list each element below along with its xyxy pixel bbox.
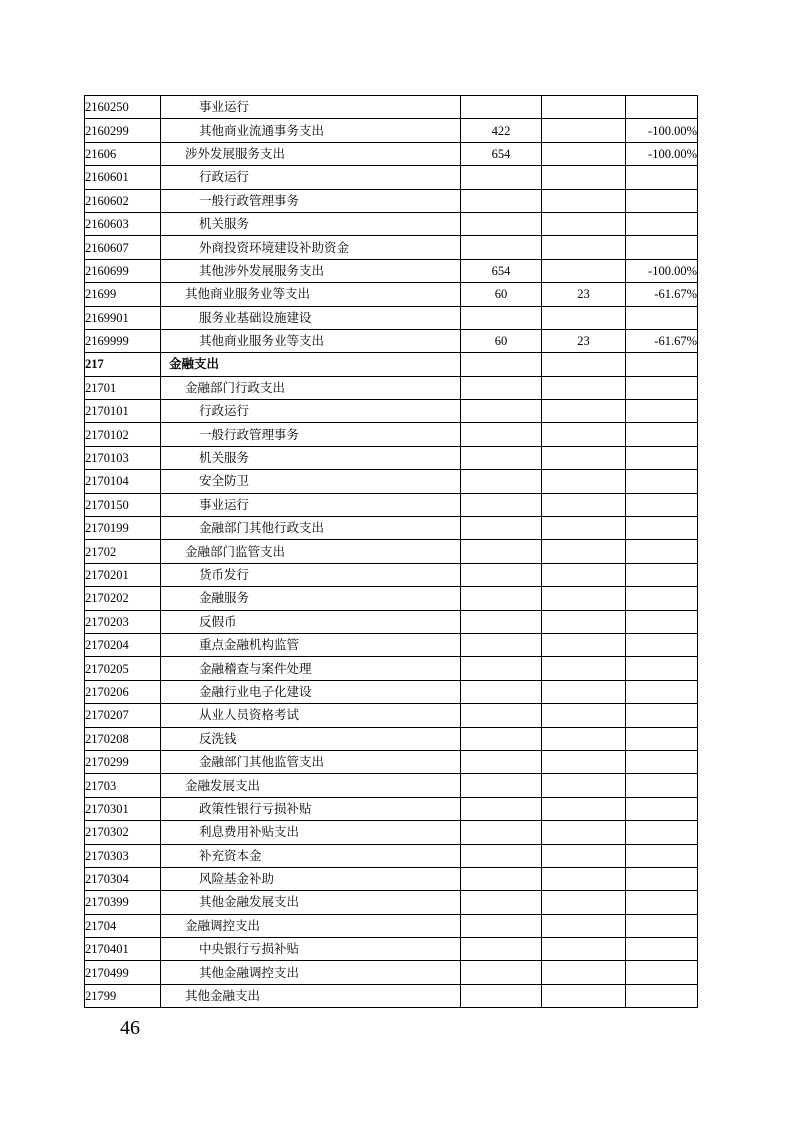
value-cell-1 — [461, 189, 542, 212]
code-cell: 2160299 — [85, 119, 161, 142]
value-cell-2 — [542, 844, 626, 867]
change-percent-cell: -100.00% — [626, 142, 698, 165]
table-row — [85, 493, 698, 516]
change-percent-cell — [626, 680, 698, 703]
budget-expenditure-table — [84, 95, 698, 1008]
table-row — [85, 680, 698, 703]
code-cell: 21703 — [85, 774, 161, 797]
item-name-cell: 机关服务 — [161, 446, 461, 469]
item-name-cell: 金融支出 — [161, 353, 461, 376]
value-cell-2 — [542, 891, 626, 914]
item-name-cell: 中央银行亏损补贴 — [161, 938, 461, 961]
code-cell: 2170208 — [85, 727, 161, 750]
change-percent-cell — [626, 470, 698, 493]
code-cell: 2170201 — [85, 563, 161, 586]
value-cell-1 — [461, 867, 542, 890]
item-name-cell: 金融部门行政支出 — [161, 376, 461, 399]
item-name-cell: 事业运行 — [161, 96, 461, 119]
change-percent-cell — [626, 657, 698, 680]
value-cell-2 — [542, 750, 626, 773]
value-cell-1 — [461, 984, 542, 1007]
value-cell-1 — [461, 914, 542, 937]
change-percent-cell: -100.00% — [626, 119, 698, 142]
change-percent-cell — [626, 587, 698, 610]
item-name-cell: 利息费用补贴支出 — [161, 821, 461, 844]
value-cell-1 — [461, 517, 542, 540]
code-cell: 2170302 — [85, 821, 161, 844]
change-percent-cell — [626, 423, 698, 446]
item-name-cell: 金融部门其他监管支出 — [161, 750, 461, 773]
code-cell: 2170203 — [85, 610, 161, 633]
value-cell-2 — [542, 446, 626, 469]
table-row — [85, 704, 698, 727]
value-cell-1 — [461, 493, 542, 516]
code-cell: 21704 — [85, 914, 161, 937]
table-row — [85, 259, 698, 282]
table-row — [85, 329, 698, 352]
code-cell: 2170499 — [85, 961, 161, 984]
table-row — [85, 984, 698, 1007]
change-percent-cell — [626, 727, 698, 750]
table-row — [85, 914, 698, 937]
value-cell-2 — [542, 563, 626, 586]
item-name-cell: 金融部门其他行政支出 — [161, 517, 461, 540]
value-cell-1: 654 — [461, 259, 542, 282]
item-name-cell: 政策性银行亏损补贴 — [161, 797, 461, 820]
code-cell: 2170104 — [85, 470, 161, 493]
item-name-cell: 其他金融调控支出 — [161, 961, 461, 984]
item-name-cell: 外商投资环境建设补助资金 — [161, 236, 461, 259]
change-percent-cell — [626, 821, 698, 844]
value-cell-2 — [542, 610, 626, 633]
item-name-cell: 金融稽查与案件处理 — [161, 657, 461, 680]
value-cell-2 — [542, 657, 626, 680]
item-name-cell: 其他商业服务业等支出 — [161, 329, 461, 352]
value-cell-1 — [461, 96, 542, 119]
table-row — [85, 774, 698, 797]
value-cell-1 — [461, 891, 542, 914]
value-cell-2 — [542, 774, 626, 797]
value-cell-2 — [542, 633, 626, 656]
table-row — [85, 119, 698, 142]
change-percent-cell — [626, 891, 698, 914]
code-cell: 2170103 — [85, 446, 161, 469]
value-cell-1 — [461, 470, 542, 493]
change-percent-cell — [626, 493, 698, 516]
value-cell-2 — [542, 517, 626, 540]
value-cell-2 — [542, 212, 626, 235]
table-row — [85, 563, 698, 586]
value-cell-1 — [461, 657, 542, 680]
value-cell-1 — [461, 236, 542, 259]
table-row — [85, 376, 698, 399]
table-row — [85, 517, 698, 540]
value-cell-2 — [542, 938, 626, 961]
table-row — [85, 633, 698, 656]
value-cell-2 — [542, 119, 626, 142]
item-name-cell: 金融调控支出 — [161, 914, 461, 937]
change-percent-cell — [626, 914, 698, 937]
item-name-cell: 其他商业服务业等支出 — [161, 283, 461, 306]
change-percent-cell — [626, 236, 698, 259]
item-name-cell: 安全防卫 — [161, 470, 461, 493]
code-cell: 21702 — [85, 540, 161, 563]
value-cell-1 — [461, 704, 542, 727]
value-cell-1 — [461, 446, 542, 469]
value-cell-2 — [542, 142, 626, 165]
value-cell-2 — [542, 376, 626, 399]
code-cell: 2160601 — [85, 166, 161, 189]
table-row — [85, 821, 698, 844]
value-cell-2 — [542, 984, 626, 1007]
value-cell-2 — [542, 704, 626, 727]
value-cell-2 — [542, 797, 626, 820]
code-cell: 2160250 — [85, 96, 161, 119]
value-cell-1 — [461, 306, 542, 329]
code-cell: 2170204 — [85, 633, 161, 656]
table-row — [85, 283, 698, 306]
value-cell-2 — [542, 306, 626, 329]
item-name-cell: 行政运行 — [161, 400, 461, 423]
value-cell-2 — [542, 867, 626, 890]
code-cell: 2170303 — [85, 844, 161, 867]
table-row — [85, 423, 698, 446]
value-cell-1 — [461, 353, 542, 376]
change-percent-cell — [626, 189, 698, 212]
change-percent-cell — [626, 540, 698, 563]
table-row — [85, 727, 698, 750]
value-cell-2 — [542, 727, 626, 750]
change-percent-cell — [626, 704, 698, 727]
value-cell-2 — [542, 540, 626, 563]
item-name-cell: 金融发展支出 — [161, 774, 461, 797]
change-percent-cell — [626, 96, 698, 119]
change-percent-cell — [626, 633, 698, 656]
change-percent-cell — [626, 984, 698, 1007]
table-row — [85, 236, 698, 259]
value-cell-1 — [461, 821, 542, 844]
table-row — [85, 306, 698, 329]
value-cell-1 — [461, 727, 542, 750]
table-row — [85, 750, 698, 773]
table-row — [85, 961, 698, 984]
code-cell: 2170401 — [85, 938, 161, 961]
item-name-cell: 从业人员资格考试 — [161, 704, 461, 727]
value-cell-1: 60 — [461, 329, 542, 352]
page-number: 46 — [120, 1017, 140, 1039]
code-cell: 2170206 — [85, 680, 161, 703]
value-cell-2 — [542, 423, 626, 446]
item-name-cell: 金融部门监管支出 — [161, 540, 461, 563]
change-percent-cell — [626, 563, 698, 586]
item-name-cell: 一般行政管理事务 — [161, 189, 461, 212]
code-cell: 2170199 — [85, 517, 161, 540]
value-cell-1 — [461, 961, 542, 984]
change-percent-cell — [626, 844, 698, 867]
value-cell-1: 60 — [461, 283, 542, 306]
item-name-cell: 补充资本金 — [161, 844, 461, 867]
item-name-cell: 金融服务 — [161, 587, 461, 610]
table-row — [85, 797, 698, 820]
value-cell-2 — [542, 353, 626, 376]
code-cell: 2169901 — [85, 306, 161, 329]
change-percent-cell — [626, 774, 698, 797]
table-row — [85, 166, 698, 189]
change-percent-cell — [626, 446, 698, 469]
table-row — [85, 142, 698, 165]
item-name-cell: 事业运行 — [161, 493, 461, 516]
value-cell-1 — [461, 563, 542, 586]
code-cell: 2170202 — [85, 587, 161, 610]
table-row — [85, 891, 698, 914]
table-row — [85, 212, 698, 235]
change-percent-cell: -100.00% — [626, 259, 698, 282]
value-cell-1 — [461, 376, 542, 399]
item-name-cell: 机关服务 — [161, 212, 461, 235]
value-cell-2 — [542, 96, 626, 119]
table-row — [85, 353, 698, 376]
code-cell: 2169999 — [85, 329, 161, 352]
table-row — [85, 587, 698, 610]
table-row — [85, 610, 698, 633]
code-cell: 2170304 — [85, 867, 161, 890]
table-row — [85, 189, 698, 212]
item-name-cell: 行政运行 — [161, 166, 461, 189]
item-name-cell: 涉外发展服务支出 — [161, 142, 461, 165]
table-row — [85, 470, 698, 493]
item-name-cell: 重点金融机构监管 — [161, 633, 461, 656]
table-row — [85, 657, 698, 680]
change-percent-cell — [626, 797, 698, 820]
code-cell: 2170299 — [85, 750, 161, 773]
value-cell-2 — [542, 470, 626, 493]
code-cell: 2160603 — [85, 212, 161, 235]
value-cell-1: 654 — [461, 142, 542, 165]
code-cell: 2170102 — [85, 423, 161, 446]
value-cell-1 — [461, 400, 542, 423]
code-cell: 2170301 — [85, 797, 161, 820]
value-cell-2 — [542, 587, 626, 610]
code-cell: 2160607 — [85, 236, 161, 259]
value-cell-1: 422 — [461, 119, 542, 142]
value-cell-1 — [461, 750, 542, 773]
item-name-cell: 一般行政管理事务 — [161, 423, 461, 446]
change-percent-cell: -61.67% — [626, 283, 698, 306]
code-cell: 21701 — [85, 376, 161, 399]
code-cell: 21606 — [85, 142, 161, 165]
table-row — [85, 96, 698, 119]
change-percent-cell — [626, 961, 698, 984]
value-cell-1 — [461, 797, 542, 820]
code-cell: 21699 — [85, 283, 161, 306]
value-cell-1 — [461, 938, 542, 961]
table-row — [85, 540, 698, 563]
change-percent-cell — [626, 750, 698, 773]
item-name-cell: 反洗钱 — [161, 727, 461, 750]
item-name-cell: 其他商业流通事务支出 — [161, 119, 461, 142]
code-cell: 217 — [85, 353, 161, 376]
value-cell-1 — [461, 680, 542, 703]
value-cell-1 — [461, 844, 542, 867]
change-percent-cell: -61.67% — [626, 329, 698, 352]
value-cell-1 — [461, 540, 542, 563]
value-cell-2 — [542, 493, 626, 516]
change-percent-cell — [626, 166, 698, 189]
value-cell-1 — [461, 212, 542, 235]
value-cell-2 — [542, 821, 626, 844]
code-cell: 2170205 — [85, 657, 161, 680]
change-percent-cell — [626, 867, 698, 890]
change-percent-cell — [626, 517, 698, 540]
value-cell-2 — [542, 914, 626, 937]
code-cell: 2170399 — [85, 891, 161, 914]
code-cell: 2160699 — [85, 259, 161, 282]
change-percent-cell — [626, 306, 698, 329]
table-row — [85, 938, 698, 961]
value-cell-2 — [542, 236, 626, 259]
value-cell-1 — [461, 774, 542, 797]
item-name-cell: 货币发行 — [161, 563, 461, 586]
value-cell-2 — [542, 400, 626, 423]
change-percent-cell — [626, 400, 698, 423]
value-cell-2 — [542, 259, 626, 282]
value-cell-2: 23 — [542, 283, 626, 306]
change-percent-cell — [626, 610, 698, 633]
change-percent-cell — [626, 938, 698, 961]
change-percent-cell — [626, 212, 698, 235]
value-cell-1 — [461, 166, 542, 189]
value-cell-1 — [461, 633, 542, 656]
table-body — [85, 96, 698, 1008]
value-cell-2 — [542, 680, 626, 703]
code-cell: 2170101 — [85, 400, 161, 423]
item-name-cell: 风险基金补助 — [161, 867, 461, 890]
value-cell-2 — [542, 166, 626, 189]
code-cell: 2170150 — [85, 493, 161, 516]
code-cell: 2170207 — [85, 704, 161, 727]
value-cell-1 — [461, 587, 542, 610]
item-name-cell: 反假币 — [161, 610, 461, 633]
value-cell-2 — [542, 189, 626, 212]
value-cell-2 — [542, 961, 626, 984]
code-cell: 21799 — [85, 984, 161, 1007]
item-name-cell: 金融行业电子化建设 — [161, 680, 461, 703]
value-cell-2: 23 — [542, 329, 626, 352]
change-percent-cell — [626, 376, 698, 399]
table-row — [85, 867, 698, 890]
change-percent-cell — [626, 353, 698, 376]
table-row — [85, 446, 698, 469]
value-cell-1 — [461, 423, 542, 446]
table-row — [85, 400, 698, 423]
item-name-cell: 其他金融支出 — [161, 984, 461, 1007]
item-name-cell: 服务业基础设施建设 — [161, 306, 461, 329]
code-cell: 2160602 — [85, 189, 161, 212]
value-cell-1 — [461, 610, 542, 633]
item-name-cell: 其他金融发展支出 — [161, 891, 461, 914]
item-name-cell: 其他涉外发展服务支出 — [161, 259, 461, 282]
table-row — [85, 844, 698, 867]
